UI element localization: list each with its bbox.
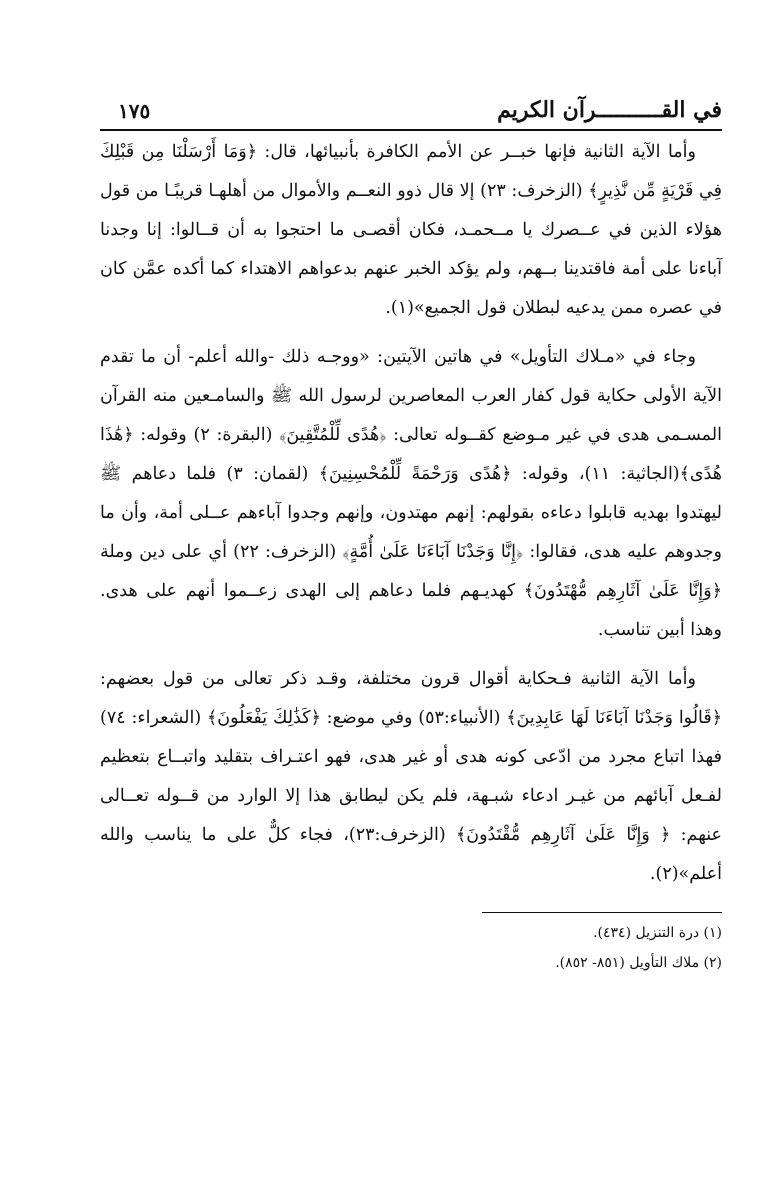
footnote: (٢) ملاك التأويل (٨٥١- ٨٥٢). bbox=[555, 955, 722, 971]
footnotes bbox=[100, 919, 722, 977]
running-title: في القــــــــــرآن الكريم bbox=[497, 97, 722, 123]
running-header bbox=[100, 95, 722, 131]
footnote-divider bbox=[482, 912, 722, 913]
footnote: (١) درة التنزيل (٤٣٤). bbox=[593, 925, 722, 941]
book-page bbox=[100, 95, 722, 977]
page-number: ١٧٥ bbox=[118, 99, 151, 123]
paragraph: وأما الآية الثانية فإنها خبــر عن الأمم الكافرة بأنبيائها، قال: ﴿وَمَا أَرْسَلْنَا مِن قَبْلِكَ فِي قَرْيَةٍ مِّن نَّذِيرٍ﴾ (الزخرف: ٢٣) إلا قال ذوو النعــم والأموال من أهلهـا قريبًـا من قول هؤلاء الذين في عــصرك يا مــحمـد، فكان أقصـى ما احتجوا به أن قــالوا: إنا وجدنا آباءنا على أمة فاقتدينا بــهم، ولم يؤكد الخبر عنهم بدعواهم الاهتداء كما أكده عمَّن كان في عصره ممن يدعيه لبطلان قول الجميع»(١). bbox=[100, 142, 722, 318]
body-text bbox=[100, 133, 722, 894]
paragraph: وأما الآية الثانية فـحكاية أقوال قرون مختلفة، وقـد ذكر تعالى من قول بعضهم: ﴿قَالُوا وَجَدْنَا آبَاءَنَا لَهَا عَابِدِينَ﴾ (الأنبياء:٥٣) وفي موضع: ﴿كَذَٰلِكَ يَفْعَلُونَ﴾ (الشعراء: ٧٤) فهذا اتباع مجرد من ادّعى كونه هدى أو غير هدى، فهو اعتـراف بتقليد واتبــاع بتعظيم لفـعل آبائهم من غيـر ادعاء شبـهة، فلم يكن ليطابق هذا إلا الوارد من قــوله تعــالى عنهم: ﴿ وَإِنَّا عَلَىٰ آثَارِهِم مُّقْتَدُونَ﴾ (الزخرف:٢٣)، فجاء كلٌّ على ما يناسب والله أعلم»(٢). bbox=[100, 669, 723, 884]
paragraph: وجاء في «مـلاك التأويل» في هاتين الآيتين: «ووجـه ذلك -والله أعلم- أن ما تقدم الآية الأولى حكاية قول كفار العرب المعاصرين لرسول الله ﷺ والسامـعين منه القرآن المسـمى هدى في غير مـوضع كقــوله تعالى: ﴿هُدًى لِّلْمُتَّقِينَ﴾ (البقرة: ٢) وقوله: ﴿هَٰذَا هُدًى﴾(الجاثية: ١١)، وقوله: ﴿هُدًى وَرَحْمَةً لِّلْمُحْسِنِينَ﴾ (لقمان: ٣) فلما دعاهم ﷺ ليهتدوا بهديه قابلوا دعاءه بقولهم: إنهم مهتدون، وإنهم وجدوا آباءهم عــلى أمة، وأن ما وجدوهم عليه هدى، فقالوا: ﴿إِنَّا وَجَدْنَا آبَاءَنَا عَلَىٰ أُمَّةٍ﴾ (الزخرف: ٢٢) أي على دين وملة ﴿وَإِنَّا عَلَىٰ آثَارِهِم مُّهْتَدُونَ﴾ كهديـهم فلما دعاهم إلى الهدى زعــموا أنهم على هدى. وهذا أبين تناسب. bbox=[100, 347, 722, 640]
